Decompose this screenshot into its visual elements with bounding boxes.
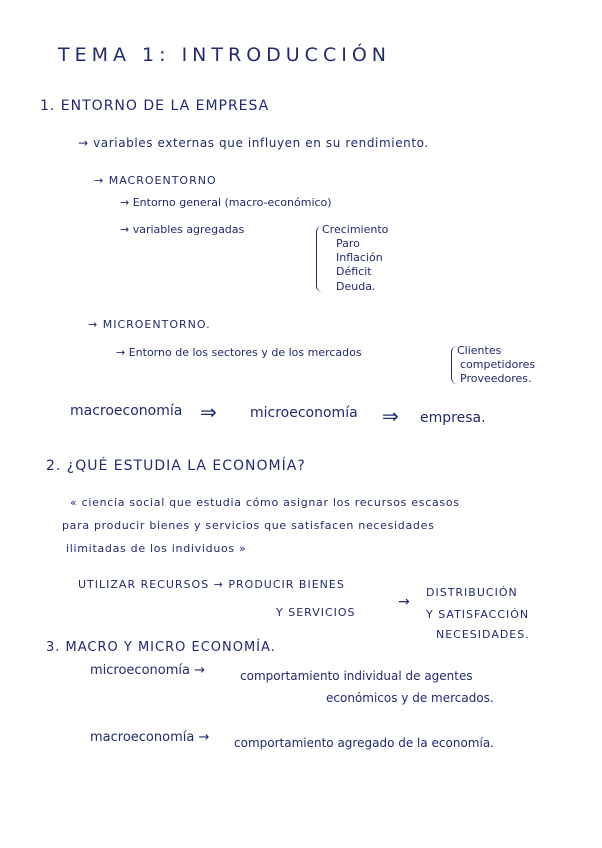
flow-necesidades: NECESIDADES.	[436, 628, 530, 641]
section-1-heading: 1. ENTORNO DE LA EMPRESA	[40, 98, 270, 114]
flow-arrow-1: ⇒	[200, 400, 217, 424]
flow-macroeconomia: macroeconomía	[70, 403, 183, 419]
flow-empresa: empresa.	[420, 410, 486, 426]
quote-line-2: para producir bienes y servicios que satisfacen necesidades	[62, 519, 435, 532]
macro-term: macroeconomía →	[90, 730, 210, 745]
flow-arrow-2: ⇒	[382, 404, 399, 428]
macro-item: Deuda.	[336, 280, 376, 293]
macro-item: Déficit	[336, 265, 372, 278]
flow-y-servicios: Y SERVICIOS	[276, 606, 356, 619]
macro-item: Paro	[336, 237, 360, 250]
microentorno-label: → MICROENTORNO.	[88, 318, 211, 331]
quote-line-3: ilimitadas de los individuos »	[66, 542, 247, 555]
flow-microeconomia: microeconomía	[250, 405, 358, 421]
micro-term: microeconomía →	[90, 663, 205, 678]
micro-definition-1: comportamiento individual de agentes	[240, 669, 473, 683]
section-1-definition: → variables externas que influyen en su rendimiento.	[78, 136, 429, 150]
macro-item: Inflación	[336, 251, 383, 264]
section-2-heading: 2. ¿QUÉ ESTUDIA LA ECONOMÍA?	[46, 458, 306, 474]
page-title: TEMA 1: INTRODUCCIÓN	[58, 44, 391, 66]
section-3-heading: 3. MACRO Y MICRO ECONOMÍA.	[46, 640, 276, 655]
micro-item: Clientes	[457, 344, 502, 357]
flow-utilizar-recursos: UTILIZAR RECURSOS → PRODUCIR BIENES	[78, 578, 345, 591]
micro-item: competidores	[460, 358, 536, 371]
quote-line-1: « ciencia social que estudia cómo asignar los recursos escasos	[70, 496, 460, 509]
macroentorno-label: → MACROENTORNO	[94, 174, 217, 187]
macroentorno-line-1: → Entorno general (macro-económico)	[120, 196, 332, 209]
micro-definition-2: económicos y de mercados.	[326, 691, 494, 705]
macro-definition: comportamiento agregado de la economía.	[234, 736, 494, 750]
micro-item: Proveedores.	[460, 372, 532, 385]
flow-arrow: →	[398, 594, 410, 610]
flow-distribucion: DISTRIBUCIÓN	[426, 586, 518, 599]
flow-satisfaccion: Y SATISFACCIÓN	[426, 608, 530, 621]
macroentorno-line-2: → variables agregadas	[120, 223, 245, 236]
microentorno-line-1: → Entorno de los sectores y de los mercados	[116, 346, 362, 359]
macro-item: Crecimiento	[322, 223, 389, 236]
